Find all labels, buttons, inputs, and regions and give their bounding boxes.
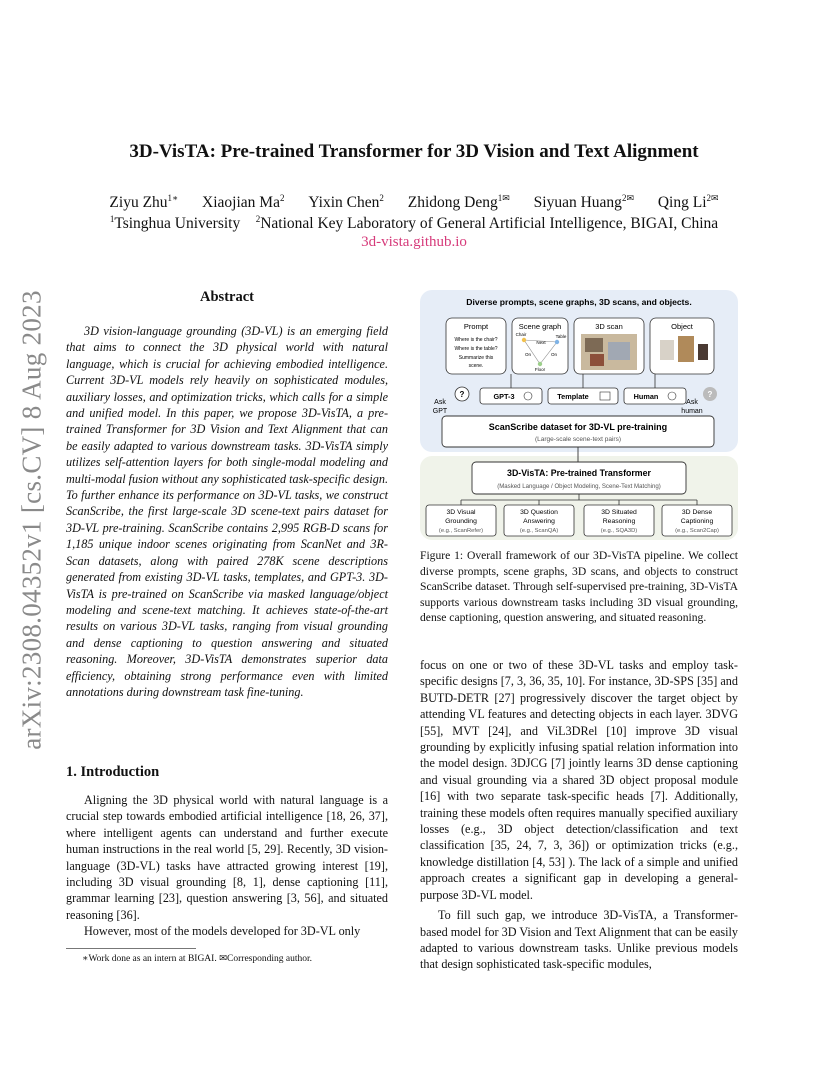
intro-paragraph: However, most of the models developed for 3D-VL only (84, 924, 361, 939)
model-subtitle: (Masked Language / Object Modeling, Scene-Text Matching) (497, 483, 661, 490)
panel-label: Prompt (463, 322, 489, 331)
intro-paragraph: Aligning the 3D physical world with natural language is a crucial step towards embodied artificial intelligence [18, 26, 37], where intelligent agents can understand and further execute human instructions in the real world [5, 29]. Recently, 3D vision-language (3D-VL) tasks have attracted growing interest [19], including 3D visual grounding [8, 1], dense captioning [11], grammar learning [23], question answering [3, 56], and situated reasoning [36]. (66, 793, 388, 922)
dataset-title: ScanScribe dataset for 3D-VL pre-training (488, 422, 668, 432)
author: Yixin Chen$^2$ (308, 193, 384, 212)
panel-label: Scene graph (518, 322, 562, 331)
paper-title: 3D-VisTA: Pre-trained Transformer for 3D Vision and Text Alignment (129, 141, 699, 162)
task-label: 3D Question (520, 509, 558, 516)
framework-diagram (420, 290, 738, 540)
graph-node-label: Floor (534, 367, 546, 372)
model-title: 3D-VisTA: Pre-trained Transformer (507, 468, 651, 478)
task-label: Captioning (680, 518, 714, 525)
project-link[interactable]: 3d-vista.github.io (361, 234, 467, 250)
figure-header: Diverse prompts, scene graphs, 3D scans, and objects. (466, 297, 692, 307)
intro-text (66, 792, 388, 940)
task-label: 3D Visual (446, 509, 476, 516)
graph-node (522, 338, 526, 342)
task-example: (e.g., Scan2Cap) (675, 528, 719, 534)
figure-caption: Figure 1: Overall framework of our 3D-VisTA pipeline. We collect diverse prompts, scene graphs, 3D scans, and objects to construct ScanScribe dataset. Through self-supervised pre-training, 3D-VisTA supports various downstream tasks including 3D visual grounding, dense captioning, question answering, and situated reasoning. (420, 549, 738, 625)
arxiv-watermark: arXiv:2308.04352v1 [cs.CV] 8 Aug 2023 (16, 290, 47, 750)
ask-gpt-label: Ask (434, 399, 446, 406)
body-paragraph: focus on one or two of these 3D-VL tasks and employ task-specific designs [7, 3, 36, 35, 10]. For instance, 3D-SPS [35] and BUTD-DETR [27] progressively discover the target object by attending VL features and detecting objects in each layer. 3DVG [55], MVT [24], and ViL3DRel [10] improve 3D visual grounding by explicitly infusing spatial relation information into the model design. 3DJCG [7] jointly learns 3D dense captioning and visual grounding via a shared 3D object proposal module [16] with two separate task-specific heads [7]. Additionally, training these models often requires manually specified auxiliary losses (e.g., 3D object detection/classification and text classification [35, 24, 7, 3, 36]) or optimization tricks (e.g., knowledge distillation [4, 53] ). The lack of a simple and unified approach creates a significant gap in developing a general-purpose 3D-VL model. (420, 658, 738, 902)
affiliations: $^1$Tsinghua University $^2$National Key Laboratory of General Artificial Intelligence, BIGAI, China (109, 214, 719, 233)
source-label: Human (633, 392, 659, 401)
graph-node (555, 340, 559, 344)
body-paragraph: To fill such gap, we introduce 3D-VisTA, a Transformer-based model for 3D Vision and Text Alignment that can be easily adapted to various downstream tasks. Unlike previous models that design sophisticated task-specific modules, (420, 908, 738, 972)
task-label: 3D Situated (601, 509, 637, 516)
graph-node-label: Chair (515, 332, 527, 337)
author: Zhidong Deng$^{1✉}$ (407, 193, 510, 212)
panel-label: 3D scan (595, 322, 623, 331)
framework-figure (420, 290, 738, 540)
prompt-line: Summarize this (458, 355, 494, 361)
graph-node-label: Table (555, 334, 567, 339)
abstract-heading: Abstract (200, 289, 254, 305)
graph-edge-label: Next (536, 340, 546, 345)
graph-node (538, 362, 542, 366)
author: Qing $Li^{2✉}$ (657, 193, 719, 212)
prompt-line: Where is the chair? (454, 337, 498, 343)
source-label: Template (557, 392, 589, 401)
dataset-subtitle: (Large-scale scene-text pairs) (535, 436, 621, 443)
ask-gpt-label: GPT (432, 408, 448, 415)
task-example: (e.g., ScanQA) (519, 528, 559, 534)
task-label: Reasoning (602, 518, 636, 525)
svg-text:?: ? (707, 390, 713, 399)
task-label: Grounding (445, 518, 477, 525)
task-example: (e.g., SQA3D) (600, 528, 638, 534)
author: Xiaojian Ma$^2$ (202, 193, 285, 212)
scan-thumbnail (581, 334, 637, 370)
ask-human-label: Ask (686, 399, 698, 406)
task-example: (e.g., ScanRefer) (438, 528, 484, 534)
prompt-line: Where is the table? (454, 346, 498, 352)
right-column-text (420, 657, 738, 973)
intro-heading: 1. Introduction (66, 764, 160, 780)
source-label: GPT-3 (493, 392, 515, 401)
svg-text:?: ? (459, 390, 465, 399)
task-label: Answering (523, 518, 555, 525)
task-label: 3D Dense (681, 509, 713, 516)
abstract-text: 3D vision-language grounding (3D-VL) is an emerging field that aims to connect the 3D physical world with natural language, which is crucial for achieving embodied intelligence. Current 3D-VL models rely heavily on sophisticated modules, auxiliary losses, and optimization tricks, which calls for a simple and unified model. In this paper, we propose 3D-VisTA, a pre-trained Transformer for 3D Vision and Text Alignment that can be easily adapted to various downstream tasks. 3D-VisTA simply utilizes self-attention layers for both single-modal modeling and multi-modal fusion without any sophisticated task-specific design. To further enhance its performance on 3D-VL tasks, we construct ScanScribe, the first large-scale 3D scene-text pairs dataset for 3D-VL pre-training. ScanScribe contains 2,995 RGB-D scans for 1,185 unique indoor scenes originating from ScanNet and 3R-Scan datasets, along with paired 278K scene descriptions generated from existing 3D-VL tasks, templates, and GPT-3. 3D-VisTA is pre-trained on ScanScribe via masked language/object modeling and scene-text matching. It achieves state-of-the-art results on various 3D-VL tasks, ranging from visual grounding and dense captioning to question answering and situated reasoning. Moreover, 3D-VisTA demonstrates superior data efficiency, obtaining strong performance even with limited annotations during downstream task fine-tuning. (66, 324, 388, 699)
panel-label: Object (671, 322, 693, 331)
footnote: ∗Work done as an intern at BIGAI. ✉Corresponding author. (82, 954, 312, 964)
author: Ziyu Zhu$^{1∗}$ (109, 193, 179, 212)
ask-human-label: human (681, 408, 703, 415)
graph-edge-label: On (550, 352, 558, 357)
graph-edge-label: On (524, 352, 532, 357)
author-list (0, 193, 828, 212)
footnote-rule (66, 948, 196, 949)
prompt-line: scene. (468, 363, 484, 369)
author: Siyuan Huang$^{2✉}$ (533, 193, 634, 212)
